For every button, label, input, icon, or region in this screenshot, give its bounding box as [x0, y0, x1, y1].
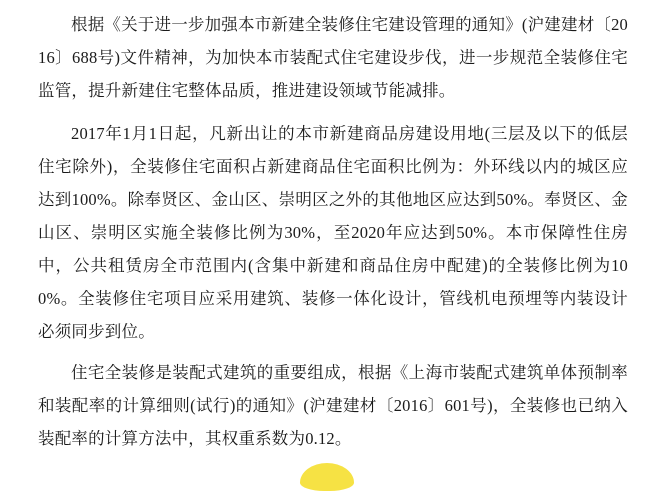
highlight-marker: [300, 463, 354, 491]
paragraph-2: 2017年1月1日起，凡新出让的本市新建商品房建设用地(三层及以下的低层住宅除外)，全装修住宅面积占新建商品住宅面积比例为：外环线以内的城区应达到100%。除奉贤区、金山区、崇明区之外的其他地区应达到50%。奉贤区、金山区、崇明区实施全装修比例为30%，至2020年应达到50%。本市保障性住房中，公共租赁房全市范围内(含集中新建和商品住房中配建)的全装修比例为100%。全装修住宅项目应采用建筑、装修一体化设计，管线机电预埋等内装设计必须同步到位。: [38, 124, 628, 341]
paragraph-1: 根据《关于进一步加强本市新建全装修住宅建设管理的通知》(沪建建材〔2016〕688号)文件精神，为加快本市装配式住宅建设步伐，进一步规范全装修住宅监管，提升新建住宅整体品质，推进建设领域节能减排。: [38, 15, 628, 100]
paragraph-3: 住宅全装修是装配式建筑的重要组成，根据《上海市装配式建筑单体预制率和装配率的计算细则(试行)的通知》(沪建建材〔2016〕601号)，全装修也已纳入装配率的计算方法中，其权重系数为0.12。: [38, 363, 628, 448]
